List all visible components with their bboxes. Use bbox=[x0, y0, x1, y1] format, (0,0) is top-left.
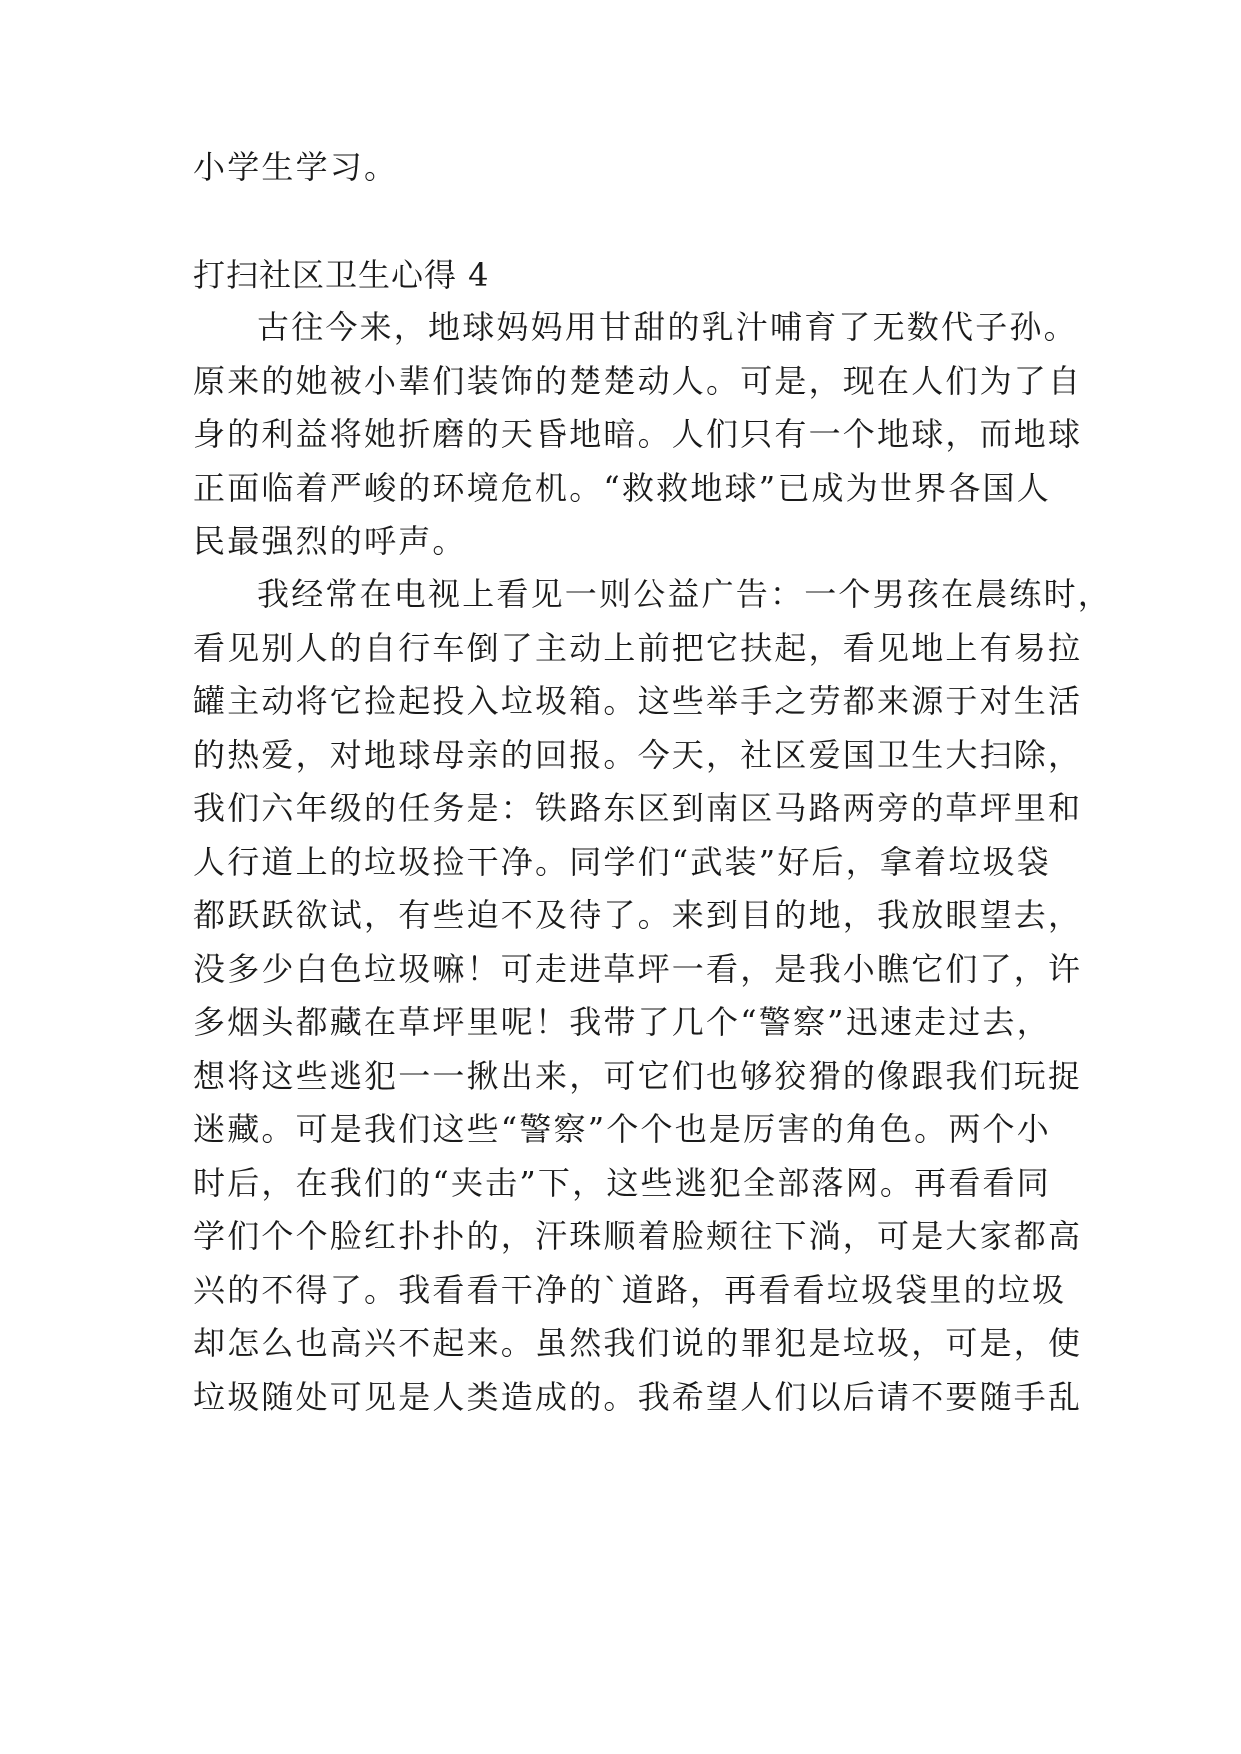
paragraph-2-line: 学们个个脸红扑扑的，汗珠顺着脸颊往下淌，可是大家都高 bbox=[193, 1217, 1083, 1255]
paragraph-2-line: 时后，在我们的“夹击”下，这些逃犯全部落网。再看看同 bbox=[193, 1164, 1051, 1202]
paragraph-2-line: 迷藏。可是我们这些“警察”个个也是厉害的角色。两个小 bbox=[193, 1110, 1051, 1148]
paragraph-2-line: 我们六年级的任务是：铁路东区到南区马路两旁的草坪里和 bbox=[193, 789, 1083, 827]
paragraph-2-line: 都跃跃欲试，有些迫不及待了。来到目的地，我放眼望去， bbox=[193, 896, 1083, 934]
paragraph-2-line: 多烟头都藏在草坪里呢！我带了几个“警察”迅速走过去， bbox=[193, 1003, 1051, 1041]
paragraph-2-line: 罐主动将它捡起投入垃圾箱。这些举手之劳都来源于对生活 bbox=[193, 682, 1083, 720]
paragraph-1-line: 身的利益将她折磨的天昏地暗。人们只有一个地球，而地球 bbox=[193, 415, 1083, 453]
paragraph-2-line: 人行道上的垃圾捡干净。同学们“武装”好后，拿着垃圾袋 bbox=[193, 843, 1051, 881]
paragraph-1-line: 民最强烈的呼声。 bbox=[193, 522, 467, 560]
top-fragment: 小学生学习。 bbox=[193, 148, 399, 186]
paragraph-1-line: 古往今来，地球妈妈用甘甜的乳汁哺育了无数代子孙。 bbox=[257, 308, 1078, 346]
paragraph-2-line: 没多少白色垃圾嘛！可走进草坪一看，是我小瞧它们了，许 bbox=[193, 950, 1083, 988]
paragraph-2-line: 的热爱，对地球母亲的回报。今天，社区爱国卫生大扫除， bbox=[193, 736, 1083, 774]
paragraph-1-line: 正面临着严峻的环境危机。“救救地球”已成为世界各国人 bbox=[193, 469, 1051, 507]
paragraph-2-line: 想将这些逃犯一一揪出来，可它们也够狡猾的像跟我们玩捉 bbox=[193, 1057, 1083, 1095]
paragraph-2-line: 却怎么也高兴不起来。虽然我们说的罪犯是垃圾，可是，使 bbox=[193, 1324, 1083, 1362]
paragraph-2-line: 兴的不得了。我看看干净的`道路，再看看垃圾袋里的垃圾 bbox=[193, 1271, 1067, 1309]
section-heading: 打扫社区卫生心得 4 bbox=[193, 256, 490, 294]
paragraph-2-line: 垃圾随处可见是人类造成的。我希望人们以后请不要随手乱 bbox=[193, 1378, 1083, 1416]
paragraph-2-line: 看见别人的自行车倒了主动上前把它扶起，看见地上有易拉 bbox=[193, 629, 1083, 667]
paragraph-2-line: 我经常在电视上看见一则公益广告：一个男孩在晨练时， bbox=[257, 575, 1113, 613]
paragraph-1-line: 原来的她被小辈们装饰的楚楚动人。可是，现在人们为了自 bbox=[193, 362, 1083, 400]
